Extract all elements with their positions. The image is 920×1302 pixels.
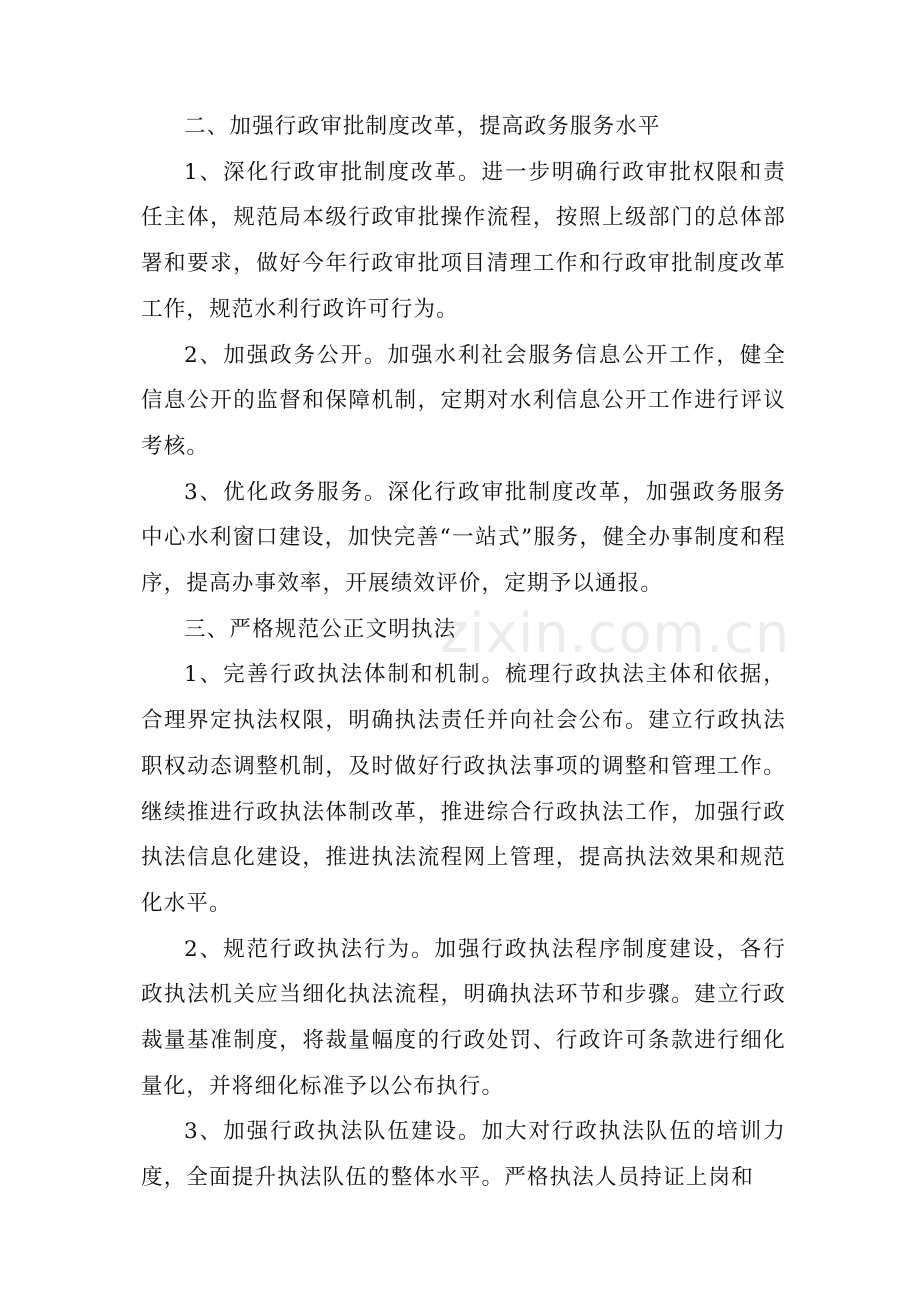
paragraph-optimize-services: 3、优化政务服务。深化行政审批制度改革，加强政务服务中心水利窗口建设，加快完善“一站式”服务，健全办事制度和程序，提高办事效率，开展绩效评价，定期予以通报。 [141,479,786,597]
section-heading-3: 三、严格规范公正文明执法 [184,616,457,642]
paragraph-approval-reform: 1、深化行政审批制度改革。进一步明确行政审批权限和责任主体，规范局本级行政审批操作流程，按照上级部门的总体部署和要求，做好今年行政审批项目清理工作和行政审批制度改革工作，规范水利行政许可行为。 [141,159,786,322]
paragraph-enforcement-behavior: 2、规范行政执法行为。加强行政执法程序制度建设，各行政执法机关应当细化执法流程，明确执法环节和步骤。建立行政裁量基准制度，将裁量幅度的行政处罚、行政许可条款进行细化量化，并将细化标准予以公布执行。 [141,936,786,1099]
paragraph-enforcement-team: 3、加强行政执法队伍建设。加大对行政执法队伍的培训力度，全面提升执法队伍的整体水平。严格执法人员持证上岗和 [141,1119,786,1191]
section-heading-2: 二、加强行政审批制度改革，提高政务服务水平 [184,114,661,139]
watermark-text: zixin.com.cn [440,602,791,665]
paragraph-government-affairs-openness: 2、加强政务公开。加强水利社会服务信息公开工作，健全信息公开的监督和保障机制，定期对水利信息公开工作进行评议考核。 [141,342,786,459]
paragraph-enforcement-system: 1、完善行政执法体制和机制。梳理行政执法主体和依据，合理界定执法权限，明确执法责任并向社会公布。建立行政执法职权动态调整机制，及时做好行政执法事项的调整和管理工作。继续推进行政执法体制改革，推进综合行政执法工作，加强行政执法信息化建设，推进执法流程网上管理，提高执法效果和规范化水平。 [141,662,786,916]
